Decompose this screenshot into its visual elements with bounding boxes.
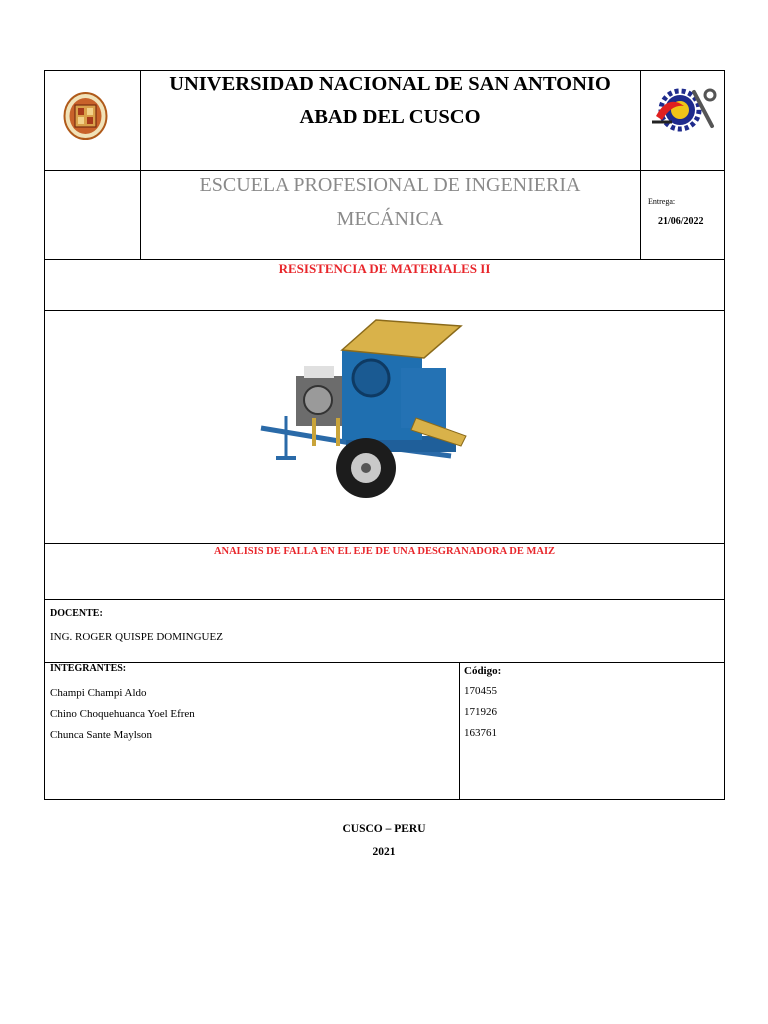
code-label: Código: [464, 665, 502, 677]
university-seal-icon [63, 92, 108, 140]
school-name-line2: MECÁNICA [336, 208, 444, 230]
list-item: Chunca Sante Maylson [50, 729, 153, 741]
header-divider-mid [44, 170, 725, 171]
header-divider-left [140, 70, 141, 260]
members-label: INTEGRANTES: [50, 663, 127, 674]
header-divider-right [640, 70, 641, 260]
member-code: 163761 [464, 727, 497, 739]
university-name-line1: UNIVERSIDAD NACIONAL DE SAN ANTONIO [169, 73, 611, 95]
university-name-line2: ABAD DEL CUSCO [299, 106, 481, 128]
teacher-name: ING. ROGER QUISPE DOMINGUEZ [50, 631, 223, 643]
teacher-label: DOCENTE: [50, 608, 103, 619]
list-item: Chino Choquehuanca Yoel Efren [50, 708, 195, 720]
mechanical-engineering-logo-icon [650, 86, 720, 132]
footer-year: 2021 [372, 846, 396, 858]
members-divider [459, 662, 460, 800]
corn-sheller-machine-icon [256, 318, 478, 506]
member-code: 170455 [464, 685, 497, 697]
list-item: Champi Champi Aldo [50, 687, 147, 699]
footer-place: CUSCO – PERU [342, 823, 426, 835]
school-name-line1: ESCUELA PROFESIONAL DE INGENIERIA [199, 174, 581, 196]
project-title: ANALISIS DE FALLA EN EL EJE DE UNA DESGRANADORA DE MAIZ [213, 546, 556, 557]
delivery-label: Entrega: [648, 197, 676, 206]
delivery-date: 21/06/2022 [658, 216, 704, 227]
member-code: 171926 [464, 706, 497, 718]
header-box [44, 70, 725, 260]
course-title: RESISTENCIA DE MATERIALES II [278, 261, 491, 276]
